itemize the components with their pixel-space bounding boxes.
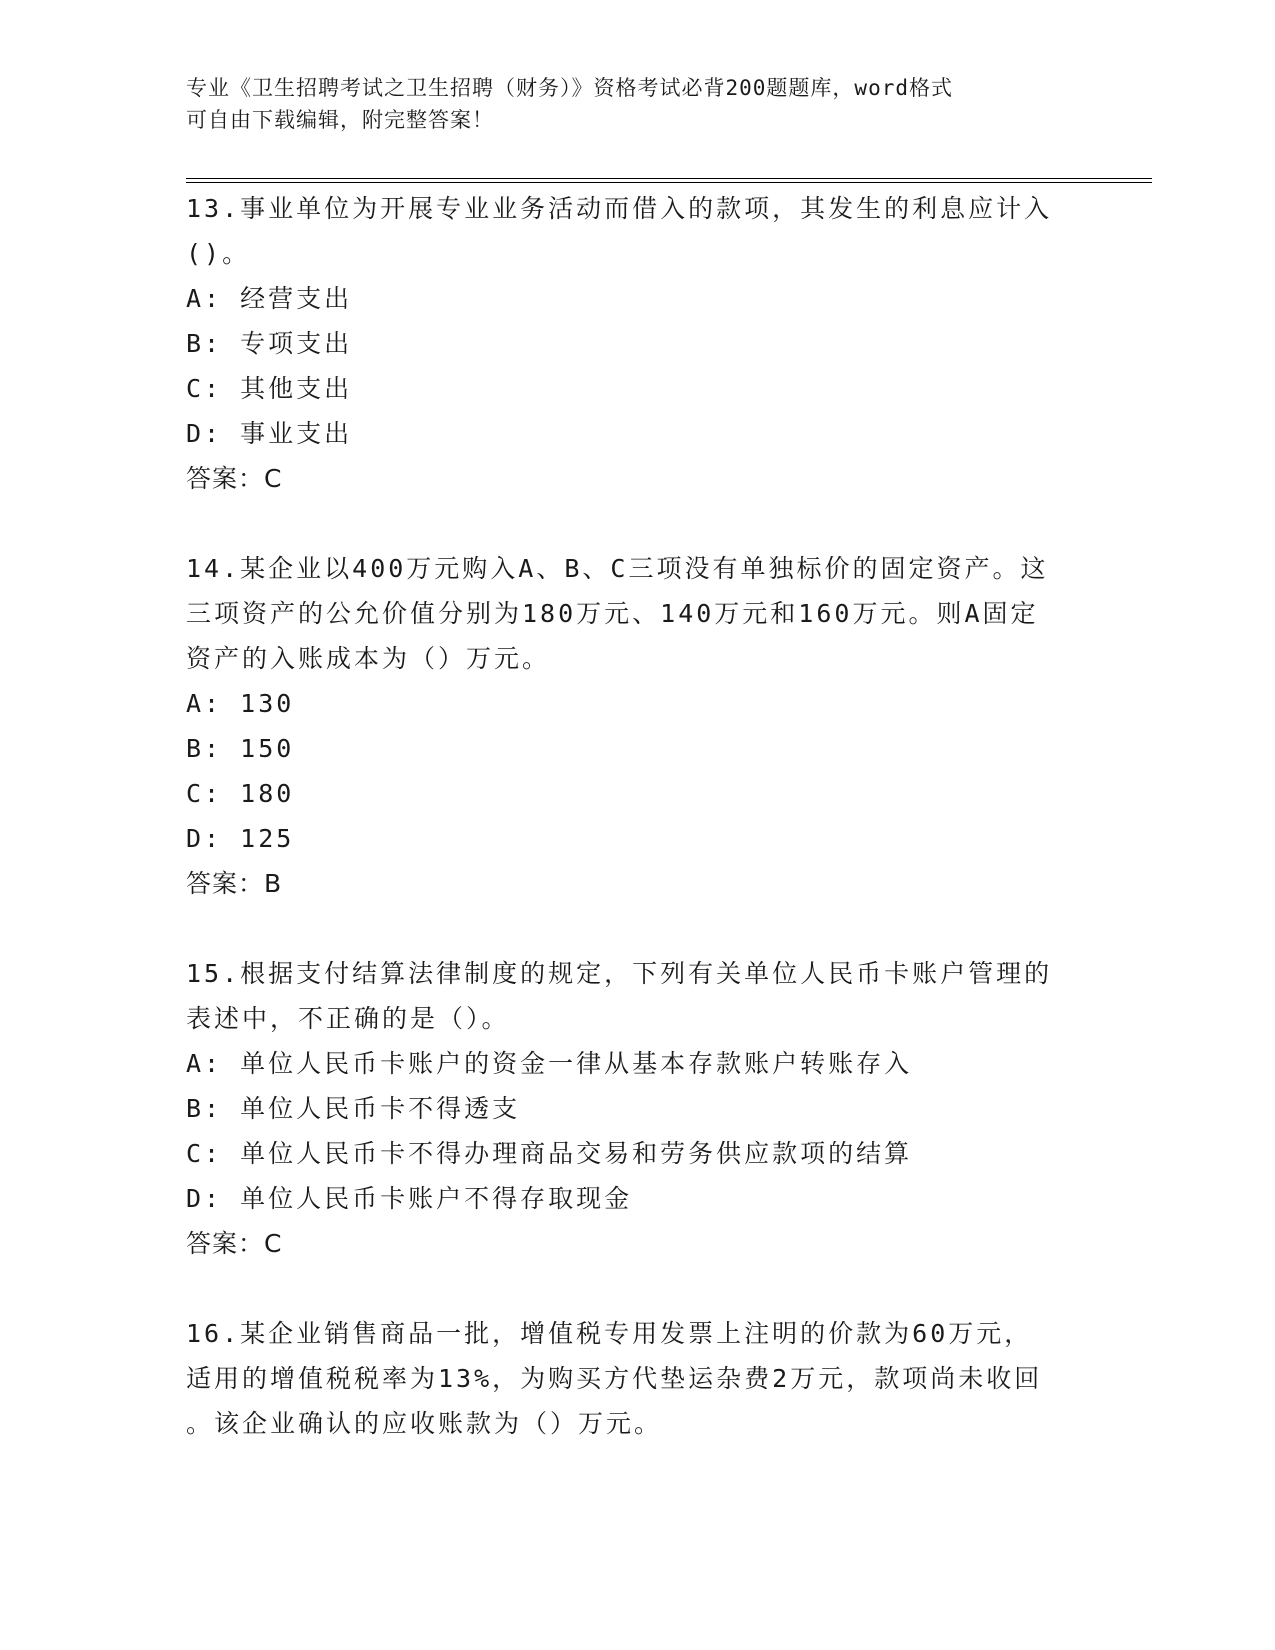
option-d: D: 125 xyxy=(186,824,295,853)
question-13 xyxy=(186,186,1076,501)
option-c: C: 180 xyxy=(186,779,295,808)
question-stem-line: 14.某企业以400万元购入A、B、C三项没有单独标价的固定资产。这 xyxy=(186,554,1049,583)
option-b: B: 单位人民币卡不得透支 xyxy=(186,1094,521,1123)
question-15 xyxy=(186,951,1076,1266)
answer-line: 答案：B xyxy=(186,869,283,898)
question-list xyxy=(186,186,1076,1446)
question-stem-line: 。该企业确认的应收账款为（）万元。 xyxy=(186,1409,663,1438)
option-c: C: 单位人民币卡不得办理商品交易和劳务供应款项的结算 xyxy=(186,1139,913,1168)
option-a: A: 130 xyxy=(186,689,295,718)
question-stem-line: 表述中，不正确的是（）。 xyxy=(186,1004,510,1033)
question-gap xyxy=(186,1266,1076,1311)
document-header xyxy=(186,72,1086,136)
question-stem-line: 15.根据支付结算法律制度的规定，下列有关单位人民币卡账户管理的 xyxy=(186,959,1053,988)
question-stem-line: ()。 xyxy=(186,239,251,268)
header-divider-top xyxy=(186,178,1152,179)
header-line-1: 专业《卫生招聘考试之卫生招聘（财务）》资格考试必背200题题库，word格式 xyxy=(186,76,953,100)
question-gap xyxy=(186,906,1076,951)
option-a: A: 单位人民币卡账户的资金一律从基本存款账户转账存入 xyxy=(186,1049,913,1078)
answer-line: 答案：C xyxy=(186,464,283,493)
option-c: C: 其他支出 xyxy=(186,374,353,403)
option-d: D: 事业支出 xyxy=(186,419,353,448)
question-stem-line: 适用的增值税税率为13%，为购买方代垫运杂费2万元，款项尚未收回 xyxy=(186,1364,1043,1393)
question-14 xyxy=(186,546,1076,906)
header-divider-bottom xyxy=(186,182,1152,183)
option-a: A: 经营支出 xyxy=(186,284,353,313)
answer-line: 答案：C xyxy=(186,1229,283,1258)
header-line-2: 可自由下载编辑，附完整答案！ xyxy=(186,108,494,132)
question-stem-line: 16.某企业销售商品一批，增值税专用发票上注明的价款为60万元， xyxy=(186,1319,1033,1348)
question-stem-line: 13.事业单位为开展专业业务活动而借入的款项，其发生的利息应计入 xyxy=(186,194,1053,223)
option-b: B: 专项支出 xyxy=(186,329,353,358)
question-gap xyxy=(186,501,1076,546)
question-16 xyxy=(186,1311,1076,1446)
option-b: B: 150 xyxy=(186,734,295,763)
option-d: D: 单位人民币卡账户不得存取现金 xyxy=(186,1184,633,1213)
question-stem-line: 三项资产的公允价值分别为180万元、140万元和160万元。则A固定 xyxy=(186,599,1039,628)
question-stem-line: 资产的入账成本为（）万元。 xyxy=(186,644,551,673)
